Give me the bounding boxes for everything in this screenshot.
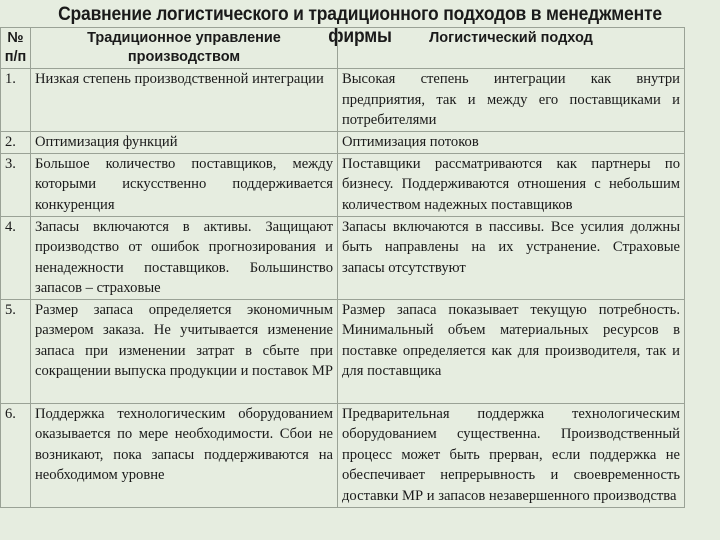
traditional-cell: Поддержка технологическим оборудованием оказывается по мере необходимости. Сбои не возникают, пока запасы поддерживаются на необходимом уровне (31, 403, 338, 507)
table-row (1, 403, 685, 507)
logistic-cell: Размер запаса показывает текущую потребность. Минимальный объем материальных ресурсов в поставке определяется как для производителя, так и для поставщика (338, 299, 685, 403)
table-header-row (1, 28, 685, 69)
header-traditional: Традиционное управление производством (31, 28, 338, 69)
row-num: 4. (1, 216, 31, 299)
header-num: № п/п (1, 28, 31, 69)
row-num: 2. (1, 132, 31, 154)
traditional-cell: Запасы включаются в активы. Защищают производство от ошибок прогнозирования и ненадежности поставщиков. Большинство запасов – страховые (31, 216, 338, 299)
logistic-cell: Запасы включаются в пассивы. Все усилия должны быть направлены на их устранение. Страховые запасы отсутствуют (338, 216, 685, 299)
header-logistic: Логистический подход (338, 28, 685, 69)
logistic-cell: Поставщики рассматриваются как партнеры по бизнесу. Поддерживаются отношения с небольшим количеством надежных поставщиков (338, 153, 685, 216)
table-row (1, 216, 685, 299)
row-num: 6. (1, 403, 31, 507)
logistic-cell: Предварительная поддержка технологическим оборудованием существенна. Производственный процесс может быть прерван, если поддержка не обеспечивает непрерывность и своевременность доставки МР и запасов незавершенного производства (338, 403, 685, 507)
table-row (1, 153, 685, 216)
traditional-cell: Низкая степень производственной интеграции (31, 69, 338, 132)
logistic-cell: Высокая степень интеграции как внутри предприятия, так и между его поставщиками и потребителями (338, 69, 685, 132)
traditional-cell: Размер запаса определяется экономичным размером заказа. Не учитывается изменение запаса при изменении затрат в сбыте при сокращении выпуска продукции и поставок МР (31, 299, 338, 403)
traditional-cell: Оптимизация функций (31, 132, 338, 154)
table-row (1, 69, 685, 132)
row-num: 5. (1, 299, 31, 403)
table-row (1, 299, 685, 403)
page-title: Сравнение логистического и традиционного подходов в менеджменте фирмы (58, 4, 662, 47)
row-num: 1. (1, 69, 31, 132)
logistic-cell: Оптимизация потоков (338, 132, 685, 154)
row-num: 3. (1, 153, 31, 216)
traditional-cell: Большое количество поставщиков, между которыми искусственно поддерживается конкуренция (31, 153, 338, 216)
table-row (1, 132, 685, 154)
comparison-table (0, 27, 685, 508)
